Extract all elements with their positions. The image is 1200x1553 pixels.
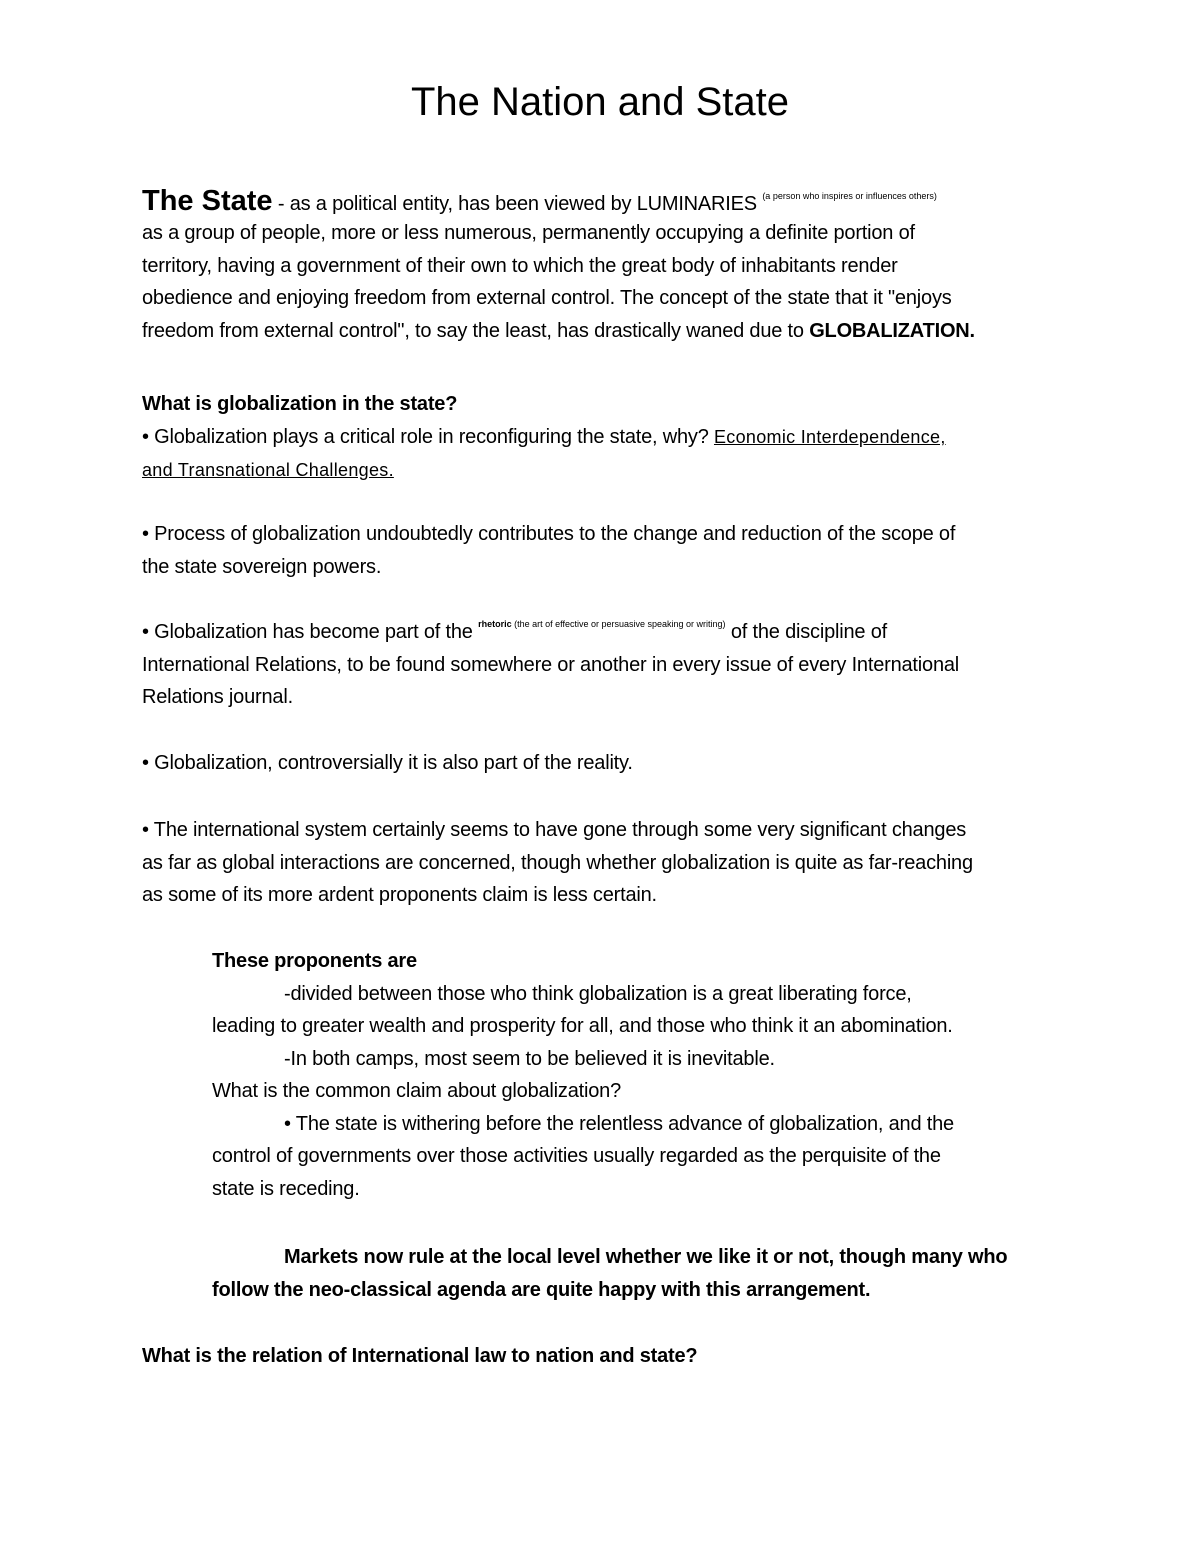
state-line-3: territory, having a government of their own to which the great body of inhabitants render bbox=[142, 254, 898, 277]
bullet-5-line-2: as far as global interactions are concerned, though whether globalization is quite as far-reaching bbox=[142, 851, 973, 874]
state-heading: The State bbox=[142, 185, 273, 217]
proponents-line-1: -divided between those who think globalization is a great liberating force, bbox=[284, 982, 912, 1005]
bullet-1-link-2: and Transnational Challenges. bbox=[142, 459, 394, 480]
rhetoric-note: (the art of effective or persuasive speaking or writing) bbox=[511, 619, 726, 629]
bullet-3-start: • Globalization has become part of the bbox=[142, 621, 479, 643]
bullet-3-line-2: International Relations, to be found somewhere or another in every issue of every International bbox=[142, 653, 960, 676]
state-line-5: freedom from external control", to say the least, has drastically waned due to bbox=[142, 319, 810, 342]
bullet-5-line-1: • The international system certainly seems to have gone through some very significant changes bbox=[142, 819, 967, 841]
claim-line-2: control of governments over those activities usually regarded as the perquisite of the bbox=[212, 1145, 941, 1167]
state-definition bbox=[142, 180, 1062, 347]
proponents-line-3: -In both camps, most seem to be believed it is inevitable. bbox=[284, 1047, 775, 1070]
bullet-3-line-3: Relations journal. bbox=[142, 686, 293, 708]
state-line-2: as a group of people, more or less numerous, permanently occupying a definite portion of bbox=[142, 222, 915, 244]
rhetoric-word: rhetoric bbox=[478, 619, 512, 629]
proponents-section bbox=[212, 945, 1072, 1205]
bullet-3-end: of the discipline of bbox=[725, 621, 887, 643]
markets-line-1: Markets now rule at the local level whether we like it or not, though many who bbox=[284, 1246, 1008, 1268]
proponents-line-2: leading to greater wealth and prosperity for all, and those who think it an abomination. bbox=[212, 1015, 953, 1037]
bullet-1-link-1: Economic Interdependence, bbox=[713, 427, 946, 447]
globalization-question: What is globalization in the state? bbox=[142, 393, 458, 415]
claim-line-1: • The state is withering before the relentless advance of globalization, and the bbox=[284, 1112, 954, 1135]
bullet-1 bbox=[142, 421, 1062, 486]
bullet-5-line-3: as some of its more ardent proponents claim is less certain. bbox=[142, 884, 657, 906]
markets-line-2: follow the neo-classical agenda are quite happy with this arrangement. bbox=[212, 1278, 871, 1301]
state-line-4: obedience and enjoying freedom from external control. The concept of the state that it "enjoys bbox=[142, 287, 952, 309]
proponents-heading: These proponents are bbox=[212, 950, 417, 972]
claim-line-3: state is receding. bbox=[212, 1177, 360, 1200]
bullet-2-line-2: the state sovereign powers. bbox=[142, 555, 382, 578]
bullet-4: • Globalization, controversially it is also part of the reality. bbox=[142, 752, 633, 774]
final-question: What is the relation of International law to nation and state? bbox=[142, 1345, 698, 1367]
state-intro: - as a political entity, has been viewed by LUMINARIES bbox=[272, 193, 763, 215]
globalization-word: GLOBALIZATION. bbox=[809, 319, 975, 342]
bullet-5 bbox=[142, 814, 1062, 912]
bullet-1-text: • Globalization plays a critical role in reconfiguring the state, why? bbox=[142, 426, 714, 448]
bullet-3 bbox=[142, 616, 1062, 714]
bullet-2-line-1: • Process of globalization undoubtedly contributes to the change and reduction of the scope of bbox=[142, 523, 956, 545]
page-title: The Nation and State bbox=[410, 80, 790, 124]
bullet-2 bbox=[142, 518, 1062, 583]
luminaries-note: (a person who inspires or influences others) bbox=[762, 191, 937, 201]
common-claim-question: What is the common claim about globalization? bbox=[212, 1080, 621, 1102]
markets-paragraph bbox=[212, 1241, 1072, 1306]
